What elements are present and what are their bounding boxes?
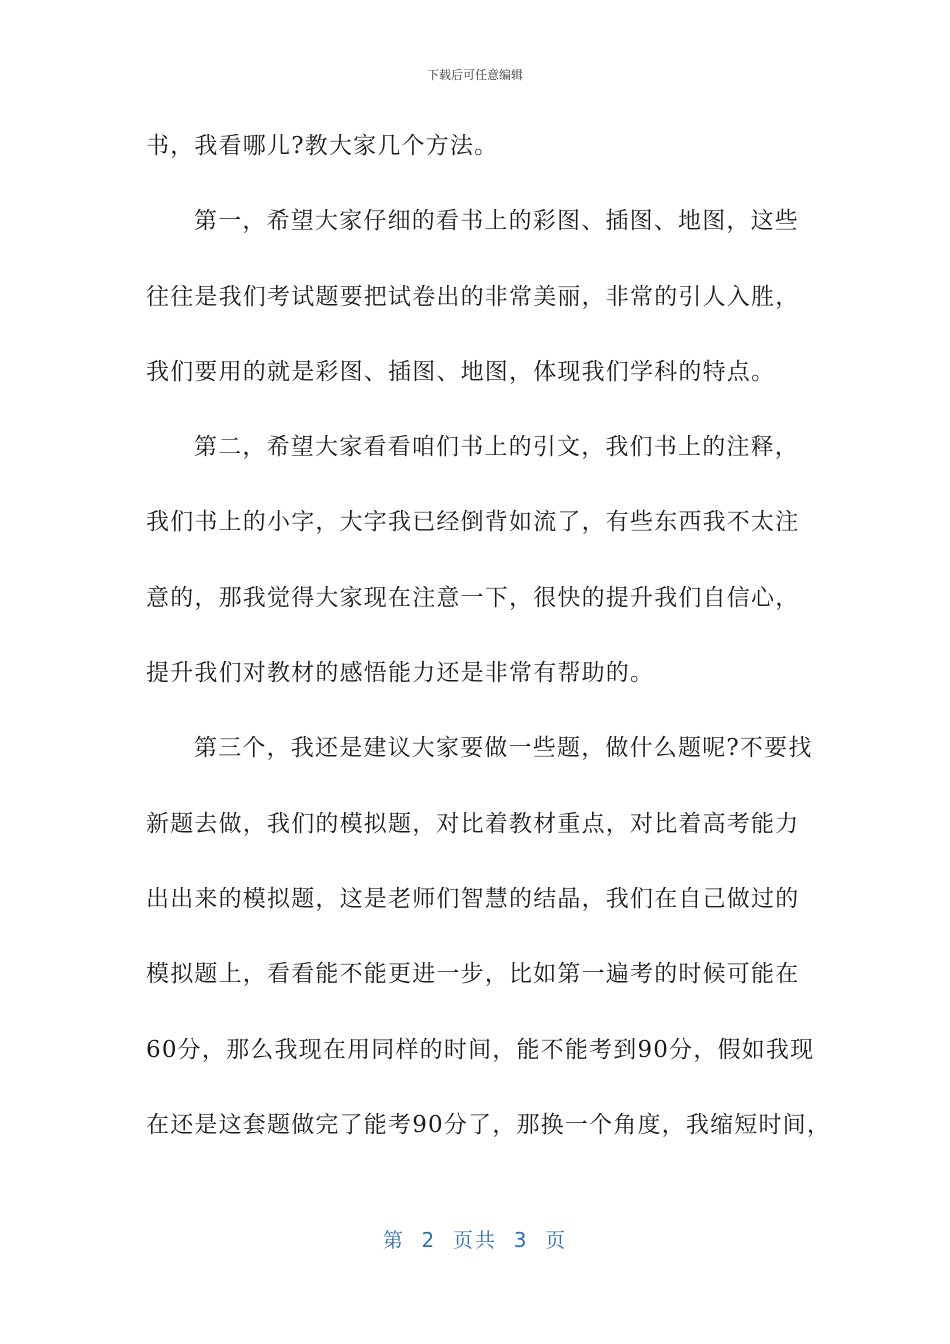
text-line: 我们要用的就是彩图、插图、地图，体现我们学科的特点。 — [146, 358, 776, 385]
text-line: 我们书上的小字，大字我已经倒背如流了，有些东西我不太注 — [146, 509, 800, 536]
text-line: 书，我看哪儿?教大家几个方法。 — [146, 133, 499, 159]
text-line: 往往是我们考试题要把试卷出的非常美丽，非常的引人入胜， — [146, 283, 800, 310]
text-line: 在还是这套题做完了能考90分了，那换一个角度，我缩短时间， — [146, 1111, 832, 1138]
text-line: 新题去做，我们的模拟题，对比着教材重点，对比着高考能力 — [146, 810, 800, 837]
text-line: 提升我们对教材的感悟能力还是非常有帮助的。 — [146, 660, 655, 687]
paragraph-start-line: 第一，希望大家仔细的看书上的彩图、插图、地图，这些 — [194, 208, 799, 235]
text-line: 60分，那么我现在用同样的时间，能不能考到90分，假如我现 — [146, 1036, 815, 1063]
text-line: 出出来的模拟题，这是老师们智慧的结晶，我们在自己做过的 — [146, 885, 800, 912]
page-number-footer: 第 2 页共 3 页 — [382, 1228, 568, 1252]
page-header-note: 下载后可任意编辑 — [426, 68, 523, 82]
document-body — [146, 126, 832, 1180]
paragraph-start-line: 第三个，我还是建议大家要做一些题，做什么题呢?不要找 — [194, 735, 813, 762]
paragraph-start-line: 第二，希望大家看看咱们书上的引文，我们书上的注释， — [194, 434, 799, 461]
text-line: 模拟题上，看看能不能更进一步，比如第一遍考的时候可能在 — [146, 961, 800, 988]
text-line: 意的，那我觉得大家现在注意一下，很快的提升我们自信心， — [146, 584, 800, 611]
